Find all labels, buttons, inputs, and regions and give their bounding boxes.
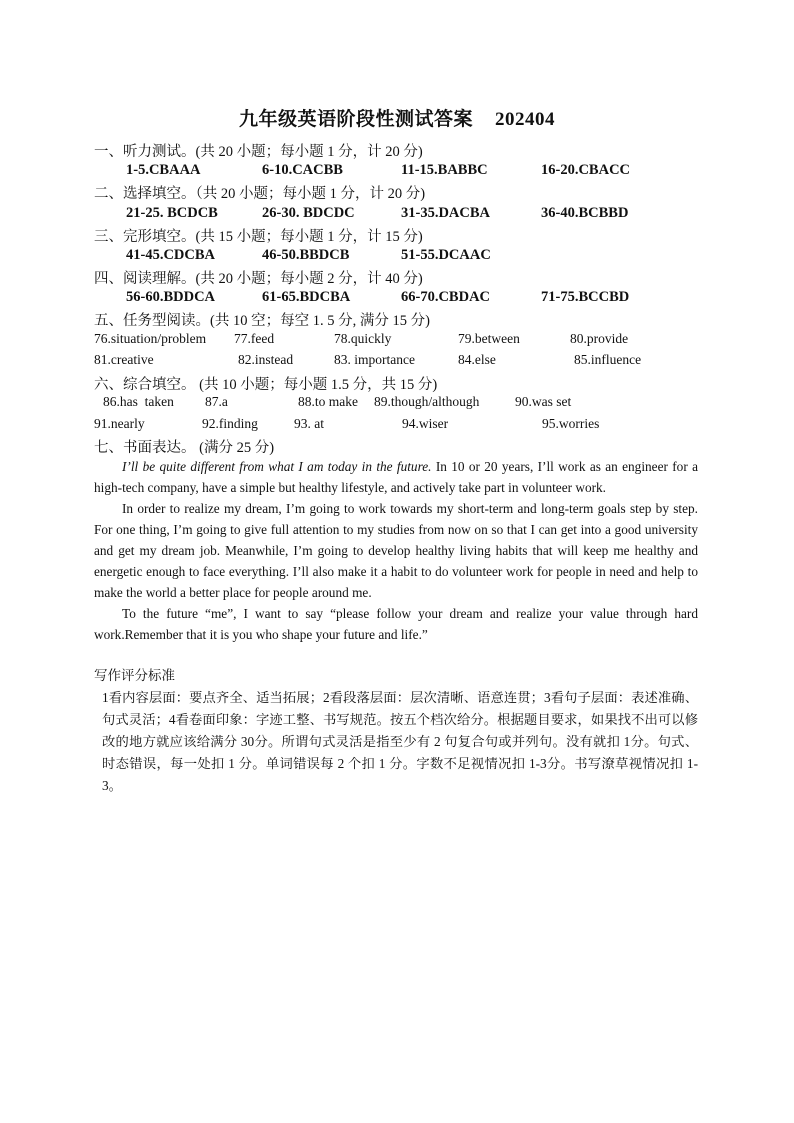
essay-paragraph-1 [94, 456, 698, 498]
section-header-comprehensive-fill: 六、综合填空。 (共 10 小题；每小题 1.5 分，共 15 分) [94, 377, 438, 393]
page-title [0, 104, 794, 131]
answer-word: 76.situation/problem [94, 331, 207, 346]
answer-group: 6-10.CACBB [262, 162, 343, 178]
answer-row-task-reading-1 [0, 331, 794, 351]
answer-word: 92.finding [202, 416, 258, 431]
answer-group: 71-75.BCCBD [541, 289, 630, 305]
answer-row-reading [0, 289, 794, 309]
answer-group: 11-15.BABBC [401, 162, 488, 178]
answer-word: 80.provide [570, 331, 629, 346]
section-header-writing: 七、书面表达。 (满分 25 分) [94, 440, 275, 456]
answer-group: 56-60.BDDCA [126, 289, 216, 305]
answer-word: 93. at [294, 416, 324, 431]
answer-word: 84.else [458, 352, 496, 367]
answer-word: 89.though/although [374, 394, 480, 409]
section-header-listening: 一、听力测试。(共 20 小题；每小题 1 分，计 20 分) [94, 144, 423, 160]
answer-word: 85.influence [574, 352, 642, 367]
answer-group: 41-45.CDCBA [126, 247, 216, 263]
answer-group: 36-40.BCBBD [541, 205, 629, 221]
essay-paragraph-1-rest: In 10 or 20 years, I’ll work as an engineer for a high-tech company, have a simple but healthy lifestyle, and actively take part in volunteer work. [94, 459, 698, 495]
answer-group: 26-30. BDCDC [262, 205, 355, 221]
answer-word: 87.a [205, 394, 228, 409]
answer-word: 79.between [458, 331, 520, 346]
title-text: 九年级英语阶段性测试答案 [238, 109, 473, 130]
answer-row-task-reading-2 [0, 352, 794, 372]
section-header-task-reading: 五、任务型阅读。(共 10 空；每空 1. 5 分, 满分 15 分) [94, 313, 430, 329]
answer-word: 88.to make [298, 394, 358, 409]
answer-word: 77.feed [234, 331, 275, 346]
answer-group: 51-55.DCAAC [401, 247, 491, 263]
answer-word: 78.quickly [334, 331, 392, 346]
answer-row-cloze [0, 247, 794, 267]
answer-word: 82.instead [238, 352, 294, 367]
answer-word: 83. importance [334, 352, 415, 367]
answer-group: 61-65.BDCBA [262, 289, 351, 305]
answer-group: 66-70.CBDAC [401, 289, 491, 305]
answer-word: 91.nearly [94, 416, 145, 431]
answer-group: 21-25. BCDCB [126, 205, 218, 221]
essay-opening-sentence: I’ll be quite different from what I am today in the future. [122, 459, 432, 474]
answer-word: 95.worries [542, 416, 600, 431]
section-header-multiple-choice: 二、选择填空。（共 20 小题；每小题 1 分，计 20 分) [94, 186, 426, 202]
answer-row-comprehensive-1 [0, 394, 794, 414]
answer-row-multiple-choice [0, 205, 794, 225]
answer-row-listening [0, 162, 794, 182]
answer-row-comprehensive-2 [0, 416, 794, 436]
model-essay [94, 456, 698, 645]
answer-word: 81.creative [94, 352, 154, 367]
essay-paragraph-2: In order to realize my dream, I’m going to work towards my short-term and long-term goals step by step. For one thing, I’m going to give full attention to my studies from now on so that I can get into a good university and get my dream job. Meanwhile, I’m going to develop healthy living habits that will keep me healthy and energetic enough to face everything. I’ll also make it a habit to do volunteer work for people in need and help to make the world a better place for people around me. [94, 501, 698, 600]
answer-group: 1-5.CBAAA [126, 162, 201, 178]
section-header-cloze: 三、完形填空。(共 15 小题；每小题 1 分，计 15 分) [94, 229, 423, 245]
answer-group: 31-35.DACBA [401, 205, 491, 221]
answer-word: 86.has taken [103, 394, 174, 409]
criteria-text: 1看内容层面：要点齐全、适当拓展；2看段落层面：层次清晰、语意连贯；3看句子层面：表述准确、句式灵活；4看卷面印象：字迹工整、书写规范。按五个档次给分。根据题目要求，如果找不出可以修改的地方就应该给满分 30分。所谓句式灵活是指至少有 2 句复合句或并列句。没有就扣 1分。句式、时态错误，每一处扣 1 分。单词错误每 2 个扣 1 分。字数不足视情况扣 1-3分。书写潦草视情况扣 1-3。 [102, 690, 698, 793]
section-header-reading: 四、阅读理解。(共 20 小题；每小题 2 分，计 40 分) [94, 271, 423, 287]
answer-group: 16-20.CBACC [541, 162, 631, 178]
essay-paragraph-3: To the future “me”, I want to say “please follow your dream and realize your value through hard work.Remember that it is you who shape your future and life.” [94, 606, 698, 642]
answer-word: 90.was set [515, 394, 572, 409]
answer-group: 46-50.BBDCB [262, 247, 350, 263]
criteria-title: 写作评分标准 [94, 668, 175, 684]
title-code: 202404 [495, 109, 555, 130]
answer-word: 94.wiser [402, 416, 449, 431]
